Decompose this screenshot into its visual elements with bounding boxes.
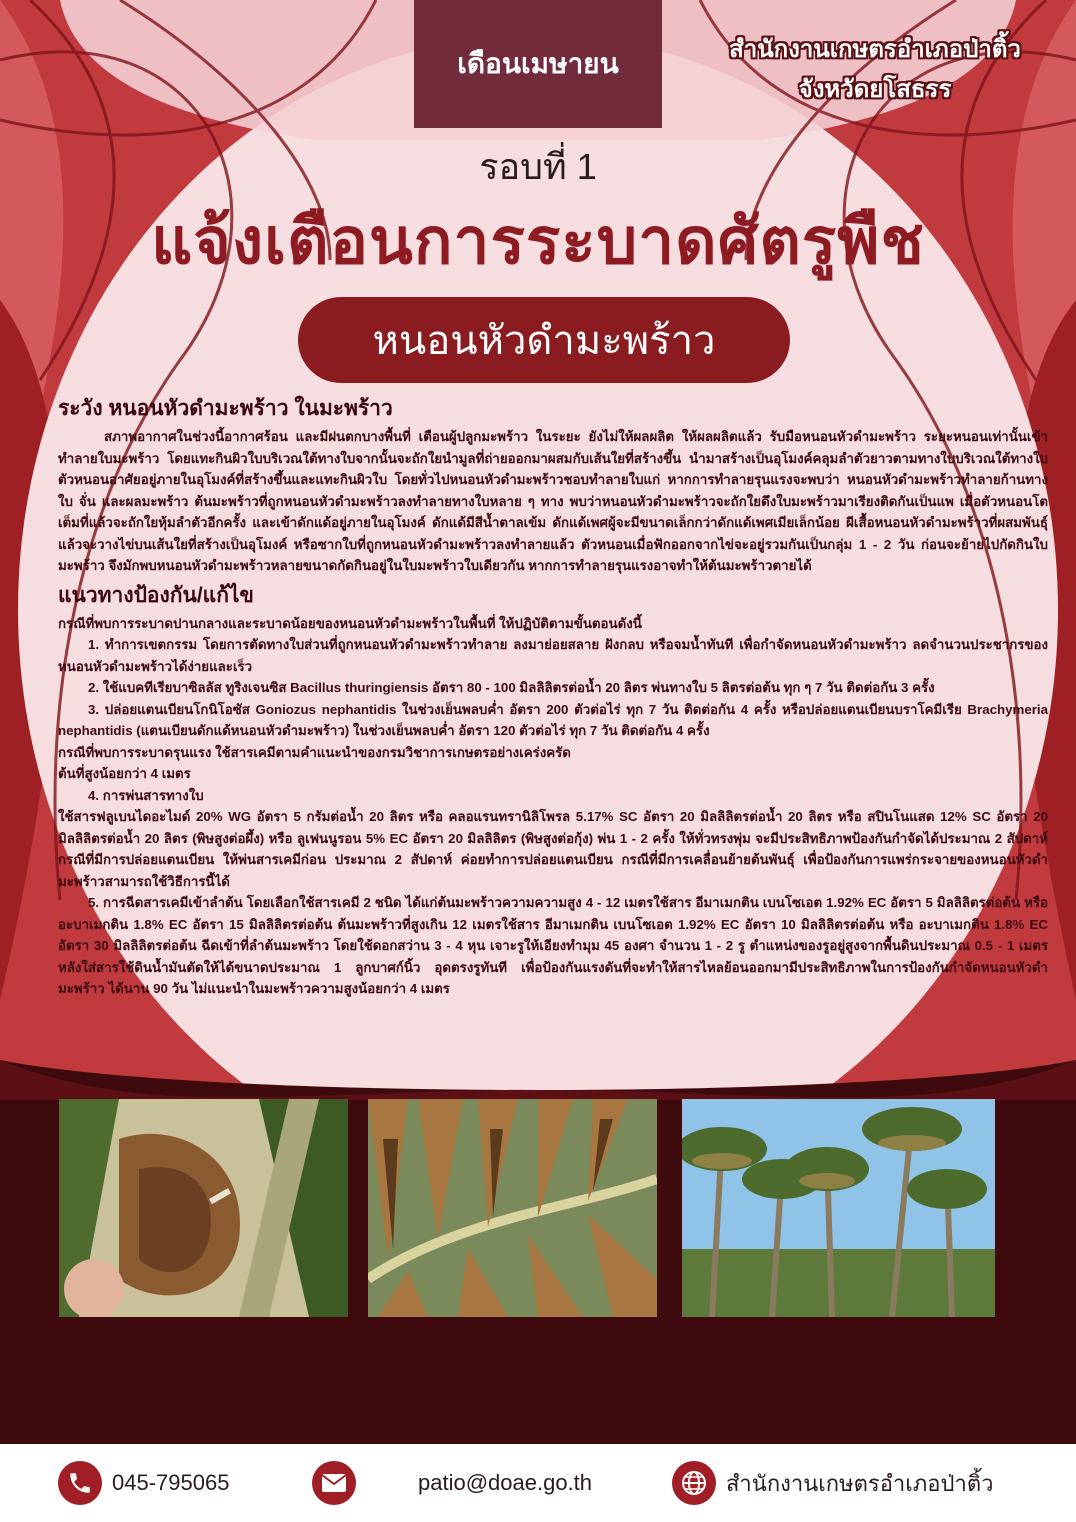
pest-name: หนอนหัวดำมะพร้าว [372,319,716,363]
pest-name-badge [298,297,790,383]
prevention-step-4-body: ใช้สารฟลูเบนไดอะไมด์ 20% WG อัตรา 5 กรัมต่อน้ำ 20 ลิตร หรือ คลอแรนทรานิลิโพรล 5.17% SC อัตรา 20 มิลลิลิตรต่อน้ำ 20 ลิตร หรือ สปินโนแสด 12% SC อัตรา 20 มิลลิลิตรต่อน้ำ 20 ลิตร (พิษสูงต่อผึ้ง) หรือ ลูเฟนนูรอน 5% EC อัตรา 20 มิลลิลิตร (พิษสูงต่อกุ้ง) พ่น 1 - 2 ครั้ง ให้ทั่วทรงพุ่ม จะมีประสิทธิภาพป้องกันกำจัดได้ประมาณ 2 สัปดาห์ กรณีที่มีการปล่อยแตนเบียน ให้พ่นสารเคมีก่อน ประมาณ 2 สัปดาห์ ค่อยทำการปล่อยแตนเบียน กรณีที่มีการเคลื่อนย้ายต้นพันธุ์ เพื่อป้องกันการแพร่กระจายของหนอนหัวดำมะพร้าวสามารถใช้วิธีการนี้ได้ [58,809,1048,889]
phone-number: 045-795065 [112,1470,230,1495]
website-contact[interactable] [672,1444,993,1522]
warning-heading: ระวัง หนอนหัวดำมะพร้าว ในมะพร้าว [58,397,393,420]
prevention-step-3: 3. ปล่อยแตนเบียนโกนิโอซัส Goniozus nephantidis ในช่วงเย็นพลบค่ำ อัตรา 200 ตัวต่อไร่ ทุก 7 วัน ติดต่อกัน 4 ครั้ง หรือปล่อยแตนเบียนบราโคมีเรีย Brachymeria nephantidis (แตนเบียนดักแด้หนอนหัวดำมะพร้าว) ในช่วงเย็นพลบค่ำ อัตรา 120 ตัวต่อไร่ ทุก 7 วัน ติดต่อกัน 4 ครั้ง [58,701,1048,738]
prevention-step-2: 2. ใช้แบคทีเรียบาซิลลัส ทูริงเจนซิส Bacillus thuringiensis อัตรา 80 - 100 มิลลิลิตรต่อน้ำ 20 ลิตร พ่นทางใบ 5 ลิตรต่อต้น ทุก ๆ 7 วัน ติดต่อกัน 3 ครั้ง [88,680,935,695]
warning-paragraph: สภาพอากาศในช่วงนี้อากาศร้อน และมีฝนตกบางพื้นที่ เตือนผู้ปลูกมะพร้าว ในระยะ ยังไม่ให้ผลผลิต ให้ผลผลิตแล้ว รับมือหนอนหัวดำมะพร้าว ระยะหนอนเท่านั้นเข้าทำลายใบมะพร้าว โดยแทะกินผิวใบบริเวณใต้ทางใบจากนั้นจะถักใยนำมูลที่ถ่ายออกมาผสมกับเส้นใยที่สร้างขึ้น นำมาสร้างเป็นอุโมงค์คลุมลำตัวยาวตามทางใบบริเวณใต้ทางใบ ตัวหนอนอาศัยอยู่ภายในอุโมงค์ที่สร้างขึ้นและแทะกินผิวใบ โดยทั่วไปหนอนหัวดำมะพร้าวชอบทำลายใบแก่ หากการทำลายรุนแรงจะพบว่า หนอนหัวดำมะพร้าวทำลายก้านทางใบ จั่น และผลมะพร้าว ต้นมะพร้าวที่ถูกหนอนหัวดำมะพร้าวลงทำลายทางใบหลาย ๆ ทาง พบว่าหนอนหัวดำมะพร้าวจะถักใยดึงใบมะพร้าวมาเรียงติดกันเป็นแพ เมื่อตัวหนอนโตเต็มที่แล้วจะถักใยหุ้มลำตัวอีกครั้ง และเข้าดักแด้อยู่ภายในอุโมงค์ ดักแด้มีสีน้ำตาลเข้ม ดักแด้เพศผู้จะมีขนาดเล็กกว่าดักแด้เพศเมียเล็กน้อย ผีเสื้อหนอนหัวดำมะพร้าวที่ผสมพันธุ์แล้วจะวางไข่บนเส้นใยที่สร้างเป็นอุโมงค์ หรือซากใบที่ถูกหนอนหัวดำมะพร้าวลงทำลายแล้ว ตัวหนอนเมื่อฟักออกจากไข่จะอยู่รวมกันเป็นกลุ่ม 1 - 2 วัน ก่อนจะย้ายไปกัดกินใบมะพร้าว จึงมักพบหนอนหัวดำมะพร้าวหลายขนาดกัดกินอยู่ในใบมะพร้าวใบเดียวกัน หากการทำลายรุนแรงอาจทำให้ต้นมะพร้าวตายได้ [58,429,1048,573]
phone-icon [58,1461,102,1505]
photo-damaged-frond [368,1099,657,1317]
mail-icon [312,1461,356,1505]
email-contact[interactable] [312,1444,592,1522]
email-address: patio@doae.go.th [418,1470,593,1495]
photo-coconut-plantation [682,1099,995,1317]
office-line-2: จังหวัดยโสธรร [798,76,952,103]
month-tab [414,0,662,128]
photo-larva-on-leaf [59,1099,348,1317]
prevention-step-5: 5. การฉีดสารเคมีเข้าลำต้น โดยเลือกใช้สารเคมี 2 ชนิด ได้แก่ต้นมะพร้าวความความสูง 4 - 12 เมตรใช้สาร อีมาเมกติน เบนโซเอต 1.92% EC อัตรา 5 มิลลิลิตรต่อต้น หรือ อะบาเมกติน 1.8% EC อัตรา 15 มิลลิลิตรต่อต้น ต้นมะพร้าวที่สูงเกิน 12 เมตรใช้สาร อีมาเมกติน เบนโซเอต 1.92% EC อัตรา 10 มิลลิลิตรต่อต้น หรือ อะบาเมกติน 1.8% EC อัตรา 30 มิลลิลิตรต่อต้น ฉีดเข้าที่ลำต้นมะพร้าว โดยใช้ดอกสว่าน 3 - 4 หุน เจาะรูให้เอียงทำมุม 45 องศา จำนวน 1 - 2 รู ตำแหน่งของรูอยู่สูงจากพื้นดินประมาณ 0.5 - 1 เมตร หลังใส่สารใช้ดินน้ำมันตัดให้ได้ขนาดประมาณ 1 ลูกบาศก์นิ้ว อุดตรงรูทันที เพื่อป้องกันแรงดันที่จะทำให้สารไหลย้อนออกมามีประสิทธิภาพในการป้องกันกำจัดหนอนหัวดำมะพร้าว ได้นาน 90 วัน ไม่แนะนำในมะพร้าวความสูงน้อยกว่า 4 เมตร [58,895,1048,996]
contact-footer [0,1444,1076,1522]
height-note: ต้นที่สูงน้อยกว่า 4 เมตร [58,766,191,781]
phone-contact[interactable] [58,1444,229,1522]
globe-icon [672,1461,716,1505]
round-label: รอบที่ 1 [479,146,597,187]
severe-case-note: กรณีที่พบการระบาดรุนแรง ใช้สารเคมีตามคำแนะนำของกรมวิชาการเกษตรอย่างเคร่งครัด [58,744,571,760]
office-line-1: สำนักงานเกษตรอำเภอป่าติ้ว [729,36,1021,63]
prevention-step-1: 1. ทำการเขตกรรม โดยการตัดทางใบส่วนที่ถูกหนอนหัวดำมะพร้าวทำลาย ลงมาย่อยสลาย ฝังกลบ หรือจมน้ำทันที เพื่อกำจัดหนอนหัวดำมะพร้าว ลดจำนวนประชากรของหนอนหัวดำมะพร้าวได้ง่ายและเร็ว [58,637,1048,674]
website-name: สำนักงานเกษตรอำเภอป่าติ้ว [726,1470,994,1496]
prevention-step-4-title: 4. การพ่นสารทางใบ [88,787,204,803]
prevention-intro: กรณีที่พบการระบาดปานกลางและระบาดน้อยของหนอนหัวดำมะพร้าวในพื้นที่ ให้ปฏิบัติตามขั้นตอนดังนี้ [58,615,642,631]
prevention-heading: แนวทางป้องกัน/แก้ไข [58,583,254,607]
office-name [690,30,1060,110]
article-body [58,396,1048,1000]
month-label: เดือนเมษายน [457,48,619,79]
page-title: แจ้งเตือนการระบาดศัตรูพืช [151,205,925,277]
